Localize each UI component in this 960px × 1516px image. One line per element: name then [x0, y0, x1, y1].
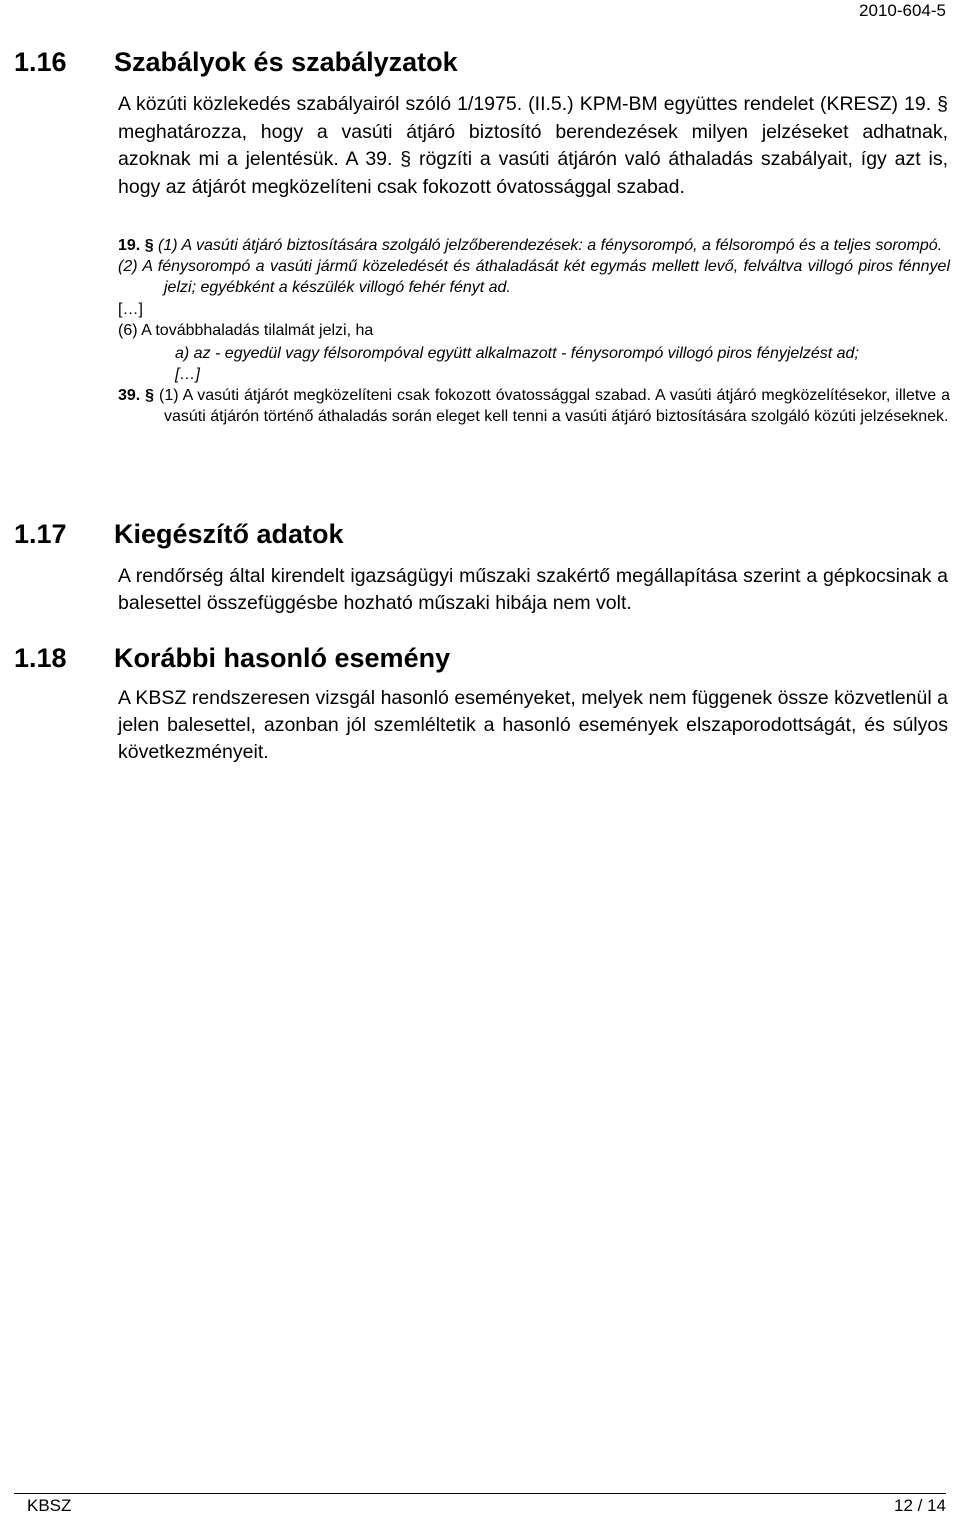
quote-19-2-text: (2) A fénysorompó a vasúti jármű közeledését és áthaladását két egymás mellett levő, felváltva villogó piros fénnyel jelzi; egyébként a készülék villogó fehér fényt ad.	[118, 258, 950, 296]
section-title: Korábbi hasonló esemény	[114, 643, 451, 673]
section-paragraph-1-18: A KBSZ rendszeresen vizsgál hasonló eseményeket, melyek nem függenek össze közvetlenül a jelen balesettel, azonban jól szemléltetik a hasonló események elszaporodottságát, és súlyos következményeit.	[118, 687, 948, 763]
quote-19-1: 19. § (1) A vasúti átjáró biztosítására szolgáló jelzőberendezések: a fénysorompó, a félsorompó és a teljes sorompó.	[118, 237, 943, 254]
section-title: Kiegészítő adatok	[114, 519, 344, 549]
quote-19-6-a: a) az - egyedül vagy félsorompóval együtt alkalmazott - fénysorompó villogó piros fényjelzést ad;	[175, 345, 859, 362]
footer-divider	[14, 1493, 946, 1494]
quote-39-1: 39. § (1) A vasúti átjárót megközelíteni csak fokozott óvatossággal szabad. A vasúti átjáró megközelítésekor, illetve a vasúti átjárón történő áthaladás során eleget kell tenni a vasúti átjáró biztosítására szolgáló közúti jelzéseknek.	[118, 387, 950, 425]
section-heading-1-18	[14, 642, 450, 674]
legal-quote	[118, 235, 950, 427]
section-heading-1-17	[14, 518, 344, 550]
section-number: 1.18	[14, 643, 67, 673]
section-number: 1.16	[14, 47, 67, 77]
section-heading-1-16	[14, 46, 458, 78]
quote-ellipsis-2: […]	[175, 366, 200, 383]
section-paragraph-1-16: A közúti közlekedés szabályairól szóló 1/1975. (II.5.) KPM-BM együttes rendelet (KRESZ) 19. § meghatározza, hogy a vasúti átjáró biztosító berendezések milyen jelzéseket adhatnak, azoknak mi a jelentésük. A 39. § rögzíti a vasúti átjárón való áthaladás szabályait, így azt is, hogy az átjárót megközelíteni csak fokozott óvatossággal szabad.	[118, 93, 948, 198]
section-paragraph-1-17: A rendőrség által kirendelt igazságügyi műszaki szakértő megállapítása szerint a gépkocsinak a balesettel összefüggésbe hozható műszaki hibája nem volt.	[118, 565, 948, 614]
quote-19-6: (6) A továbbhaladás tilalmát jelzi, ha	[118, 322, 374, 339]
footer-organization: KBSZ	[27, 1496, 72, 1515]
document-id: 2010-604-5	[859, 1, 946, 20]
quote-ellipsis-1: […]	[118, 301, 143, 318]
quote-19-2	[72, 256, 950, 298]
paragraph-number-39: 39. §	[118, 387, 155, 404]
paragraph-number-19: 19. §	[118, 237, 154, 254]
page-number: 12 / 14	[894, 1496, 946, 1515]
section-title: Szabályok és szabályzatok	[114, 47, 458, 77]
section-number: 1.17	[14, 519, 67, 549]
